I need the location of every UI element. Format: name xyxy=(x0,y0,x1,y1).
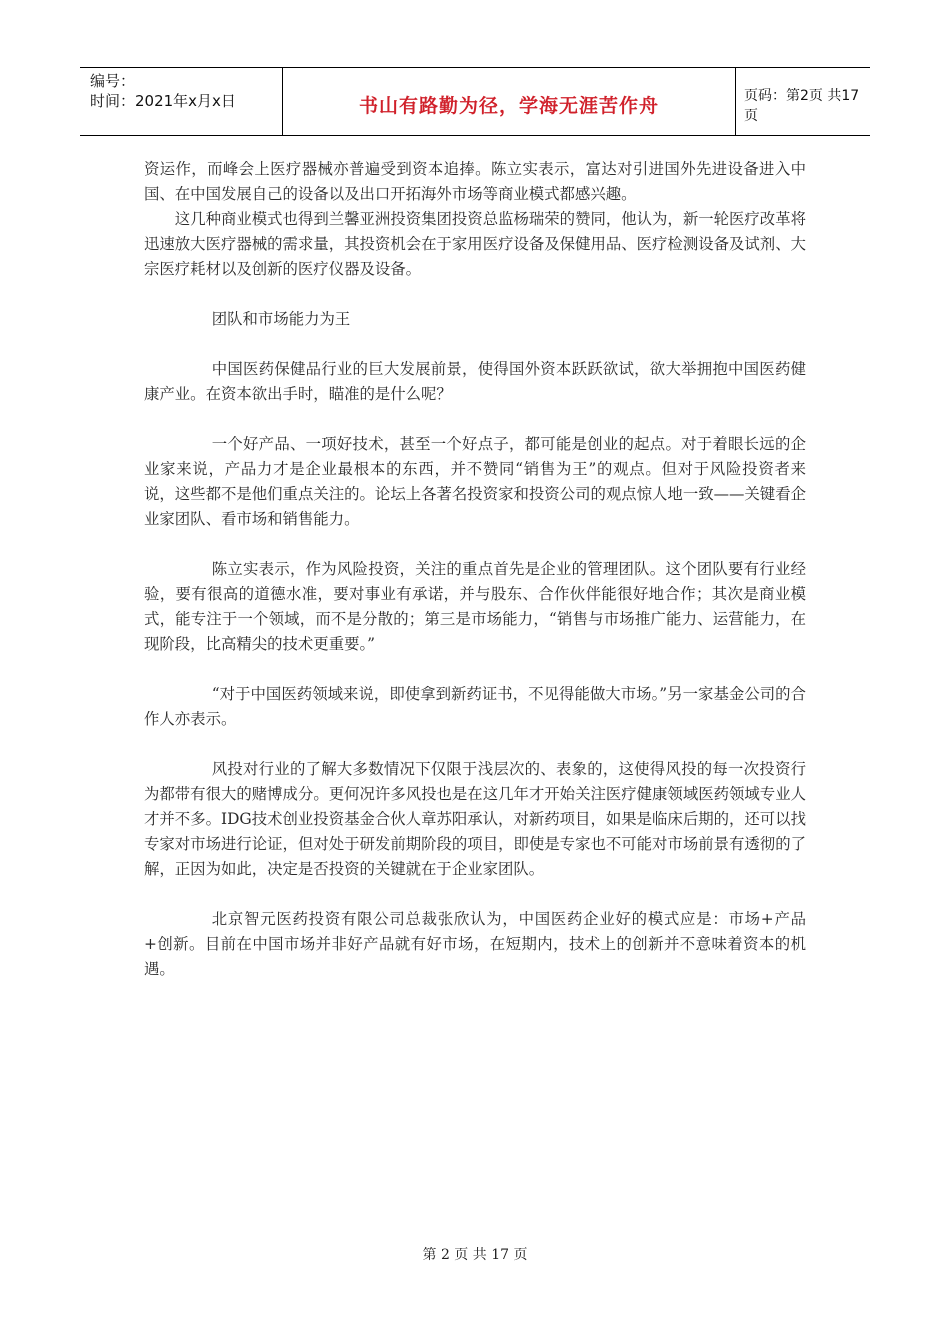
paragraph: 资运作，而峰会上医疗器械亦普遍受到资本追捧。陈立实表示，富达对引进国外先进设备进入中国、在中国发展自己的设备以及出口开拓海外市场等商业模式都感兴趣。 xyxy=(144,160,806,203)
paragraph: 风投对行业的了解大多数情况下仅限于浅层次的、表象的，这使得风投的每一次投资行为都带有很大的赌博成分。更何况许多风投也是在这几年才开始关注医疗健康领域医药领域专业人才并不多。IDG技术创业投资基金合伙人章苏阳承认，对新药项目，如果是临床后期的，还可以找专家对市场进行论证，但对处于研发前期阶段的项目，即使是专家也不可能对市场前景有透彻的了解，正因为如此，决定是否投资的关键就在于企业家团队。 xyxy=(144,760,806,878)
header-meta xyxy=(80,68,282,135)
paragraph: 陈立实表示，作为风险投资，关注的重点首先是企业的管理团队。这个团队要有行业经验，要有很高的道德水准，要对事业有承诺，并与股东、合作伙伴能很好地合作；其次是商业模式，能专注于一个领域，而不是分散的；第三是市场能力，“销售与市场推广能力、运营能力，在现阶段，比高精尖的技术更重要。” xyxy=(144,560,806,653)
page-footer: 第 2 页 共 17 页 xyxy=(422,1247,528,1263)
paragraph: 中国医药保健品行业的巨大发展前景，使得国外资本跃跃欲试，欲大举拥抱中国医药健康产业。在资本欲出手时，瞄准的是什么呢？ xyxy=(144,360,806,403)
document-body xyxy=(144,157,806,982)
section-heading: 团队和市场能力为王 xyxy=(211,310,351,328)
document-number-label: 编号： xyxy=(90,72,136,90)
paragraph: 北京智元医药投资有限公司总裁张欣认为，中国医药企业好的模式应是：市场+产品+创新。目前在中国市场并非好产品就有好市场，在短期内，技术上的创新并不意味着资本的机遇。 xyxy=(144,910,806,978)
paragraph: “对于中国医药领域来说，即使拿到新药证书，不见得能做大市场。”另一家基金公司的合作人亦表示。 xyxy=(144,685,806,728)
header-page-number: 页码：第2页 共17页 xyxy=(744,87,860,124)
header-motto: 书山有路勤为径，学海无涯苦作舟 xyxy=(282,68,736,135)
paragraph: 一个好产品、一项好技术，甚至一个好点子，都可能是创业的起点。对于着眼长远的企业家来说，产品力才是企业最根本的东西，并不赞同“销售为王”的观点。但对于风险投资者来说，这些都不是他们重点关注的。论坛上各著名投资家和投资公司的观点惊人地一致——关键看企业家团队、看市场和销售能力。 xyxy=(144,435,806,528)
paragraph: 这几种商业模式也得到兰馨亚洲投资集团投资总监杨瑞荣的赞同，他认为，新一轮医疗改革将迅速放大医疗器械的需求量，其投资机会在于家用医疗设备及保健用品、医疗检测设备及试剂、大宗医疗耗材以及创新的医疗仪器及设备。 xyxy=(144,210,806,278)
document-time-label: 时间：2021年x月x日 xyxy=(90,92,236,110)
page-header xyxy=(80,67,870,136)
